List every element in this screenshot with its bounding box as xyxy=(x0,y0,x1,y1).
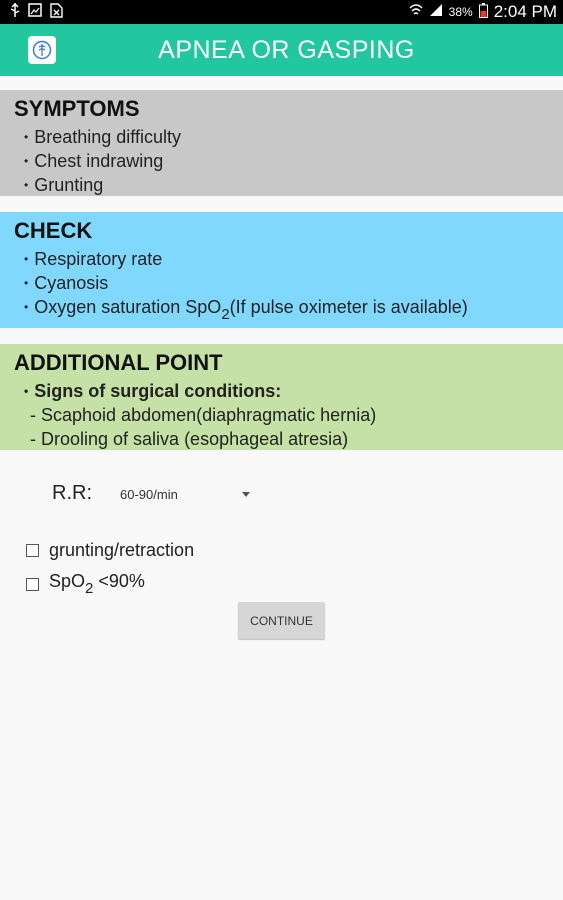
status-time: 2:04 PM xyxy=(493,2,557,21)
list-item: • Breathing difficulty xyxy=(24,125,549,149)
check-heading: CHECK xyxy=(14,218,93,243)
spo2-checkbox[interactable] xyxy=(26,578,39,591)
status-right-icons xyxy=(409,2,563,22)
spo2-option[interactable] xyxy=(26,571,145,597)
battery-icon xyxy=(479,3,488,22)
list-item-spo2 xyxy=(24,295,549,327)
rr-dropdown-value: 60-90/min xyxy=(120,487,178,502)
signal-icon xyxy=(429,3,443,21)
list-item: • Respiratory rate xyxy=(24,247,549,271)
image-icon xyxy=(28,3,42,21)
grunting-retraction-option[interactable] xyxy=(26,540,194,561)
list-item: • Signs of surgical conditions: xyxy=(24,379,549,403)
additional-point-heading: ADDITIONAL POINT xyxy=(14,350,223,375)
list-item: - Scaphoid abdomen(diaphragmatic hernia) xyxy=(30,405,377,425)
wifi-icon xyxy=(409,3,423,21)
spo2-prefix: Oxygen saturation SpO xyxy=(34,297,222,317)
spo2-label-subscript: 2 xyxy=(85,580,94,597)
spo2-suffix: (If pulse oximeter is available) xyxy=(229,297,468,317)
status-left-icons xyxy=(0,3,63,22)
app-bar xyxy=(0,24,563,76)
spo2-label-suffix: <90% xyxy=(93,571,145,591)
file-x-icon xyxy=(50,3,63,22)
symptoms-heading: SYMPTOMS xyxy=(14,96,140,121)
symptoms-list xyxy=(14,125,549,197)
app-logo-icon[interactable] xyxy=(28,36,56,64)
rr-row xyxy=(52,482,250,505)
usb-icon xyxy=(10,3,20,21)
additional-sub-list xyxy=(14,403,549,451)
rr-label: R.R: xyxy=(52,482,92,504)
check-list xyxy=(14,247,549,327)
rr-dropdown[interactable] xyxy=(120,485,250,502)
list-item: - Drooling of saliva (esophageal atresia) xyxy=(30,429,349,449)
spo2-subscript: 2 xyxy=(221,306,230,323)
symptoms-section xyxy=(0,90,563,196)
spo2-label xyxy=(49,571,145,597)
chevron-down-icon xyxy=(242,492,250,497)
battery-percentage: 38% xyxy=(448,5,473,19)
check-section xyxy=(0,212,563,328)
grunting-retraction-label: grunting/retraction xyxy=(49,540,195,560)
list-item: • Chest indrawing xyxy=(24,149,549,173)
grunting-retraction-checkbox[interactable] xyxy=(26,544,39,557)
additional-list xyxy=(14,379,549,403)
additional-point-section xyxy=(0,344,563,450)
list-item: • Grunting xyxy=(24,173,549,197)
status-bar xyxy=(0,0,563,24)
list-item: • Cyanosis xyxy=(24,271,549,295)
page-title: APNEA OR GASPING xyxy=(158,35,415,64)
continue-button[interactable]: CONTINUE xyxy=(238,602,325,639)
spo2-label-prefix: SpO xyxy=(49,571,86,591)
